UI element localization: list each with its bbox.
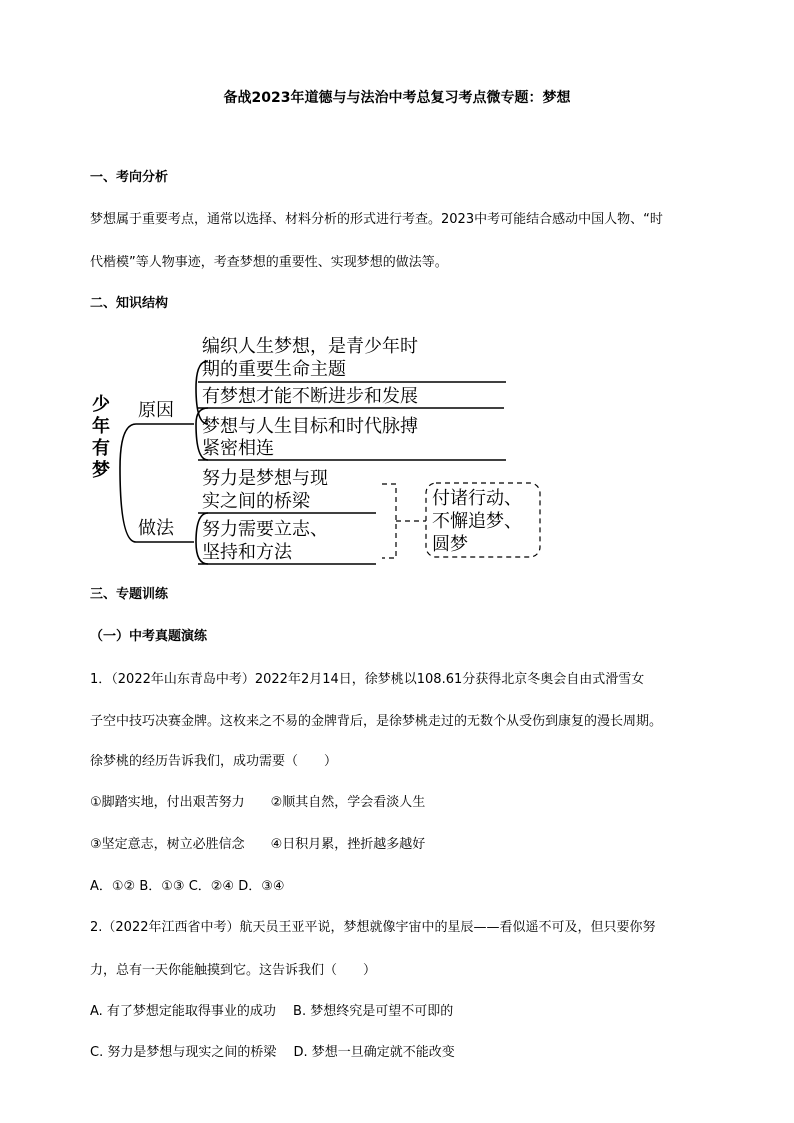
- analysis-paragraph-line-2: 代楷模”等人物事迹，考查梦想的重要性、实现梦想的做法等。: [90, 255, 448, 270]
- question-2-options-line-1: A. 有了梦想定能取得事业的成功 B. 梦想终究是可望不可即的: [90, 1004, 454, 1019]
- knowledge-structure-diagram: [86, 328, 556, 566]
- question-2-line-1: 2.（2022年江西省中考）航天员王亚平说，梦想就像宇宙中的星辰——看似遥不可及，但只要你努: [90, 920, 656, 935]
- reason-item-1-line-1: 编织人生梦想，是青少年时: [202, 336, 418, 357]
- method-item-2-line-1: 努力需要立志、: [202, 519, 328, 540]
- method-item-1-line-2: 实之间的桥梁: [202, 491, 310, 512]
- question-2-line-2: 力，总有一天你能触摸到它。这告诉我们（ ）: [90, 963, 377, 978]
- question-1-options-line-2: ③坚定意志，树立必胜信念 ④日积月累，挫折越多越好: [90, 837, 426, 852]
- question-1-options-line-1: ①脚踏实地，付出艰苦努力 ②顺其自然，学会看淡人生: [90, 795, 426, 810]
- section-heading-analysis: 一、考向分析: [90, 170, 169, 185]
- question-1-line-2: 子空中技巧决赛金牌。这枚来之不易的金牌背后，是徐梦桃走过的无数个从受伤到康复的漫长周期。: [90, 714, 663, 729]
- question-1-answer-choices: A．①② B．①③ C．②④ D．③④: [90, 879, 285, 894]
- method-result-line-1: 付诸行动、: [432, 488, 522, 509]
- root-char-2: 年: [92, 416, 110, 437]
- reason-item-1-line-2: 期的重要生命主题: [202, 359, 346, 380]
- question-1-line-3: 徐梦桃的经历告诉我们，成功需要（ ）: [90, 754, 338, 769]
- method-result-line-3: 圆梦: [432, 534, 468, 555]
- question-2-options-line-2: C. 努力是梦想与现实之间的桥梁 D. 梦想一旦确定就不能改变: [90, 1045, 455, 1060]
- branch-method-label: 做法: [138, 518, 174, 539]
- page-title: 备战2023年道德与与法治中考总复习考点微专题：梦想: [223, 90, 571, 106]
- root-char-4: 梦: [92, 460, 110, 481]
- method-dashed-bracket: [382, 484, 396, 558]
- reason-item-2-line-1: 有梦想才能不断进步和发展: [202, 386, 418, 407]
- root-to-reason-line: [120, 424, 194, 468]
- root-char-1: 少: [92, 394, 110, 415]
- reason-item-3-line-1: 梦想与人生目标和时代脉搏: [202, 416, 418, 437]
- reason-item-3-line-2: 紧密相连: [202, 438, 274, 459]
- method-result-line-2: 不懈追梦、: [432, 511, 522, 532]
- sub-heading-exam-practice: （一）中考真题演练: [90, 629, 208, 644]
- section-heading-structure: 二、知识结构: [90, 296, 169, 311]
- root-char-3: 有: [92, 438, 110, 459]
- section-heading-training: 三、专题训练: [90, 587, 169, 602]
- analysis-paragraph-line-1: 梦想属于重要考点，通常以选择、材料分析的形式进行考查。2023中考可能结合感动中国人物、“时: [90, 212, 663, 227]
- branch-reason-label: 原因: [138, 400, 174, 421]
- question-1-line-1: 1．（2022年山东青岛中考）2022年2月14日，徐梦桃以108.61分获得北京冬奥会自由式滑雪女: [90, 672, 645, 687]
- method-item-1-line-1: 努力是梦想与现: [202, 468, 328, 489]
- method-item-2-line-2: 坚持和方法: [202, 542, 292, 563]
